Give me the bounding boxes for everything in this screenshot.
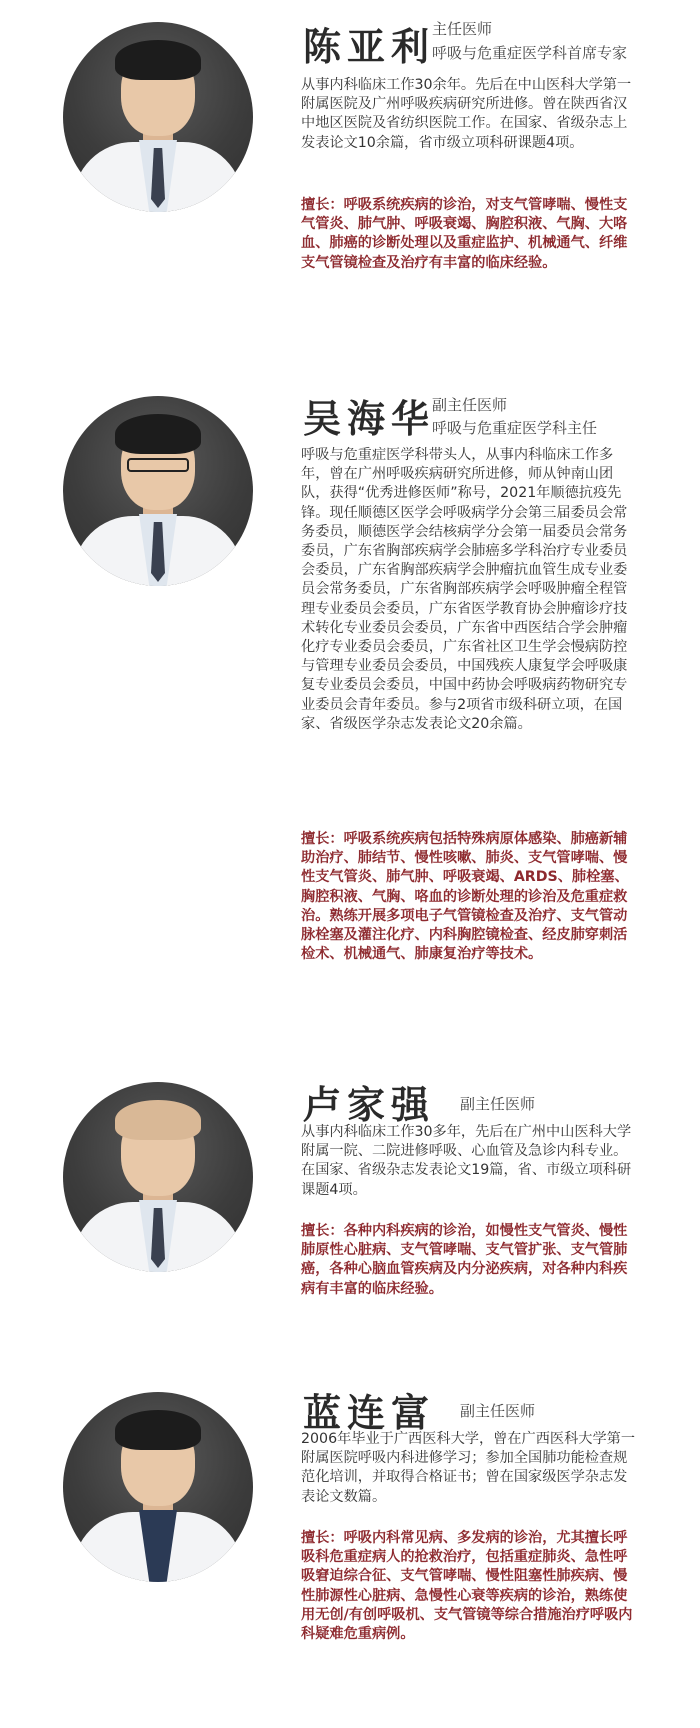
doctor-rank: 主任医师 [432, 20, 493, 38]
doctor-bio: 2006年毕业于广西医科大学，曾在广西医科大学第一附属医院呼吸内科进修学习；参加全国肺功能检查规范化培训，并取得合格证书；曾在国家级医学杂志发表论文数篇。 [301, 1431, 636, 1505]
doctor-photo [63, 22, 253, 212]
doctor-specialty: 擅长：呼吸系统疾病包括特殊病原体感染、肺癌新辅助治疗、肺结节、慢性咳嗽、肺炎、支气管哮喘、慢性支气管炎、肺气肿、呼吸衰竭、ARDS、肺栓塞、胸腔积液、气胸、咯血的诊断处理的诊治及危重症救治。熟练开展多项电子气管镜检查及治疗、支气管动脉栓塞及灌注化疗、内科胸腔镜检查、经皮肺穿刺活检术、机械通气、肺康复治疗等技术。 [301, 831, 629, 963]
doctor-rank: 副主任医师 [460, 1402, 536, 1420]
doctor-specialty: 擅长：各种内科疾病的诊治，如慢性支气管炎、慢性肺原性心脏病、支气管哮喘、支气管扩张、支气管肺癌，各种心脑血管疾病及内分泌疾病，对各种内科疾病有丰富的临床经验。 [301, 1223, 628, 1297]
doctor-bio: 从事内科临床工作30多年，先后在广州中山医科大学附属一院、二院进修呼吸、心血管及急诊内科专业。在国家、省级杂志发表论文19篇，省、市级立项科研课题4项。 [301, 1124, 632, 1198]
doctor-rank: 副主任医师 [432, 396, 508, 414]
doctor-photo [63, 1082, 253, 1272]
doctor-photo [63, 1392, 253, 1582]
doctor-photo [63, 396, 253, 586]
doctor-bio: 从事内科临床工作30余年。先后在中山医科大学第一附属医院及广州呼吸疾病研究所进修。曾在陕西省汉中地区医院及省纺织医院工作。在国家、省级杂志上发表论文10余篇，省市级立项科研课题4项。 [301, 77, 632, 151]
doctor-department: 呼吸与危重症医学科主任 [432, 419, 598, 437]
doctor-department: 呼吸与危重症医学科首席专家 [432, 44, 628, 62]
doctor-specialty: 擅长：呼吸系统疾病的诊治，对支气管哮喘、慢性支气管炎、肺气肿、呼吸衰竭、胸腔积液、气胸、大咯血、肺癌的诊断处理以及重症监护、机械通气、纤维支气管镜检查及治疗有丰富的临床经验。 [301, 197, 628, 271]
doctor-rank: 副主任医师 [460, 1095, 536, 1113]
doctor-name: 卢家强 [303, 1083, 436, 1127]
doctor-name: 蓝连富 [303, 1391, 436, 1435]
doctor-name: 吴海华 [303, 397, 436, 441]
doctor-bio: 呼吸与危重症医学科带头人，从事内科临床工作多年，曾在广州呼吸疾病研究所进修，师从钟南山团队，获得“优秀进修医师”称号，2021年顺德抗疫先锋。现任顺德区医学会呼吸病学分会第三届委员会常务委员，顺德医学会结核病学分会第一届委员会常务委员，广东省胸部疾病学会肺癌多学科治疗专业委员会委员，广东省胸部疾病学会肿瘤抗血管生成专业委员会常务委员，广东省胸部疾病学会呼吸肿瘤全程管理专业委员会委员，广东省医学教育协会肿瘤诊疗技术转化专业委员会委员，广东省中西医结合学会肿瘤化疗专业委员会委员，广东省社区卫生学会慢病防控与管理专业委员会委员，中国残疾人康复学会呼吸康复专业委员会委员，中国中药协会呼吸病药物研究专业委员会青年委员。参与2项省市级科研立项，在国家、省级医学杂志发表论文20余篇。 [301, 447, 628, 732]
doctor-name: 陈亚利 [303, 25, 436, 69]
doctor-specialty: 擅长：呼吸内科常见病、多发病的诊治，尤其擅长呼吸科危重症病人的抢救治疗，包括重症肺炎、急性呼吸窘迫综合征、支气管哮喘、慢性阻塞性肺疾病、慢性肺源性心脏病、急慢性心衰等疾病的诊治，熟练使用无创/有创呼吸机、支气管镜等综合措施治疗呼吸内科疑难危重病例。 [301, 1530, 633, 1643]
